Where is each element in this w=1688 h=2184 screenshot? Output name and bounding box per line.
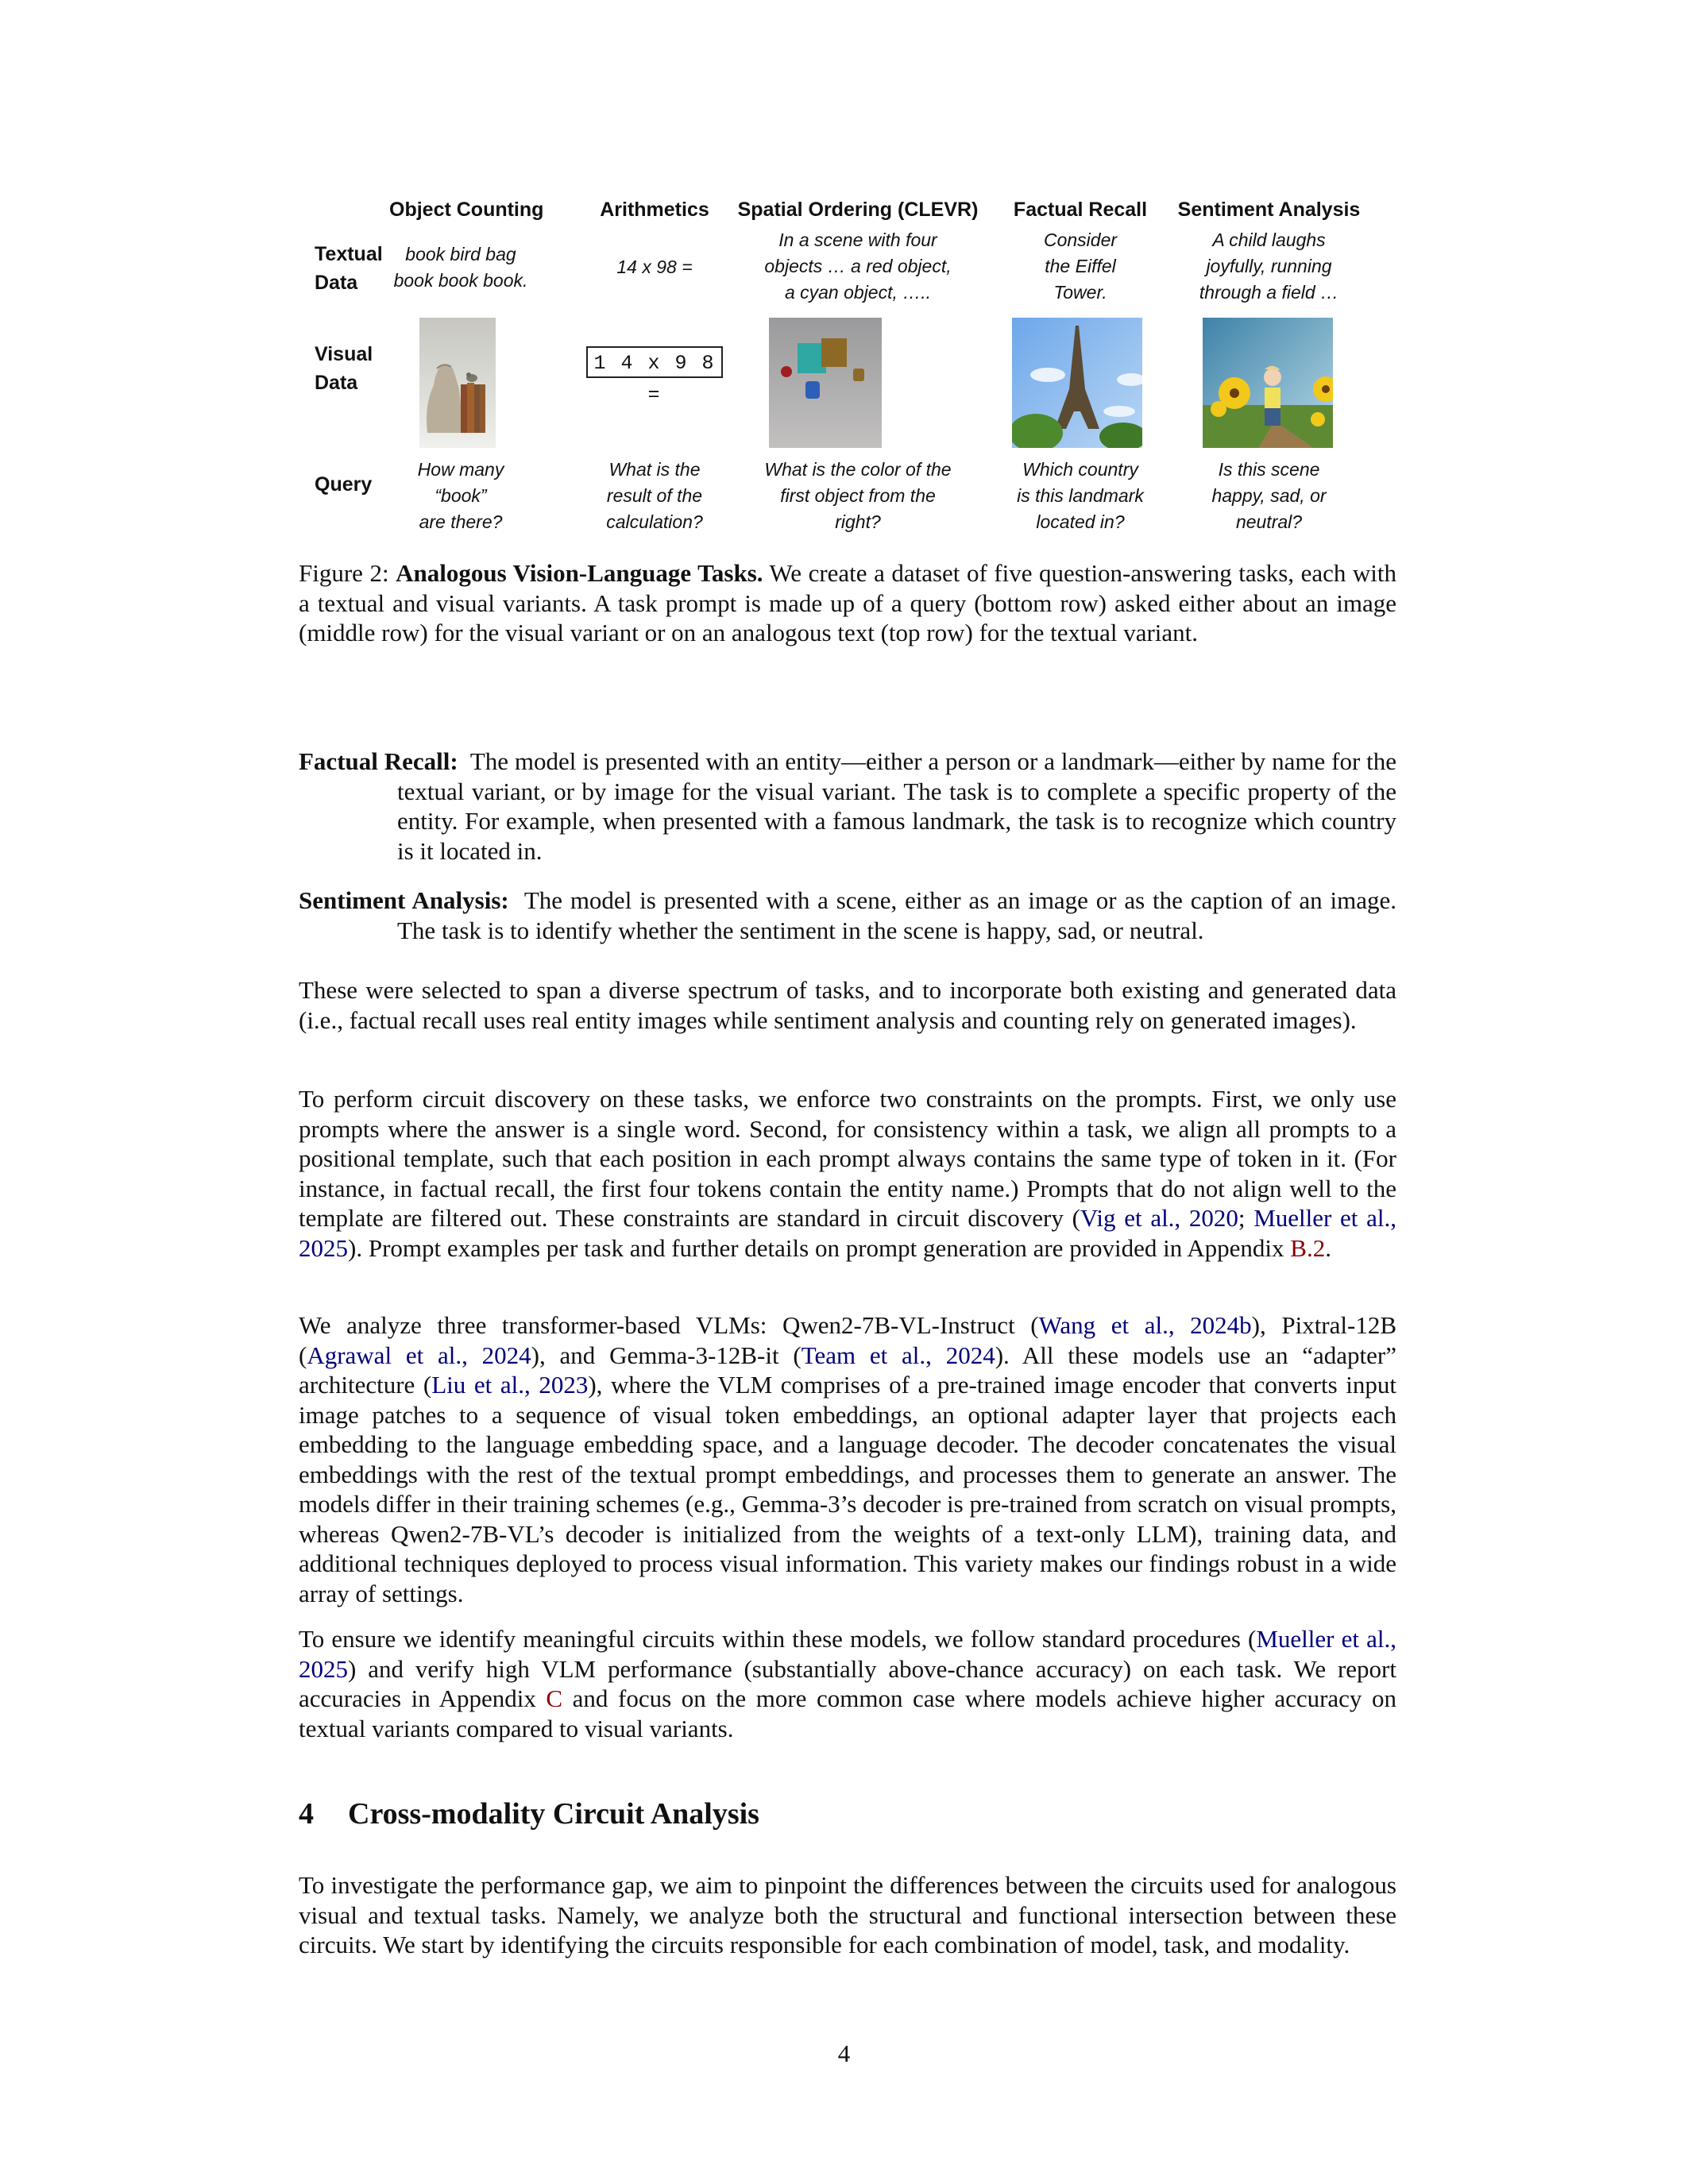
textual-object-counting: book bird bag book book book.: [393, 244, 528, 291]
row-label-visual-data: Visual Data: [315, 343, 373, 394]
task-description-sentiment-analysis: Sentiment Analysis: The model is presented with a scene, either as an image or as the caption of an image. The task is to identify whether the sentiment in the scene is happy, sad, or neutral.: [299, 886, 1396, 944]
page-number: 4: [837, 2039, 851, 2067]
citation-link[interactable]: Mueller et al., 2025: [299, 1204, 1396, 1262]
paragraph-verification: To ensure we identify meaningful circuits within these models, we follow standard procedures (Mueller et al., 2025) and verify high VLM performance (substantially above-chance accuracy) on each task. We report accuracies in Appendix C and focus on the more common case where models achieve higher accuracy on textual variants compared to visual variants.: [299, 1625, 1397, 1742]
row-label-textual-data: Textual Data: [315, 243, 383, 294]
query-sentiment-analysis: Is this scene happy, sad, or neutral?: [1211, 459, 1327, 532]
query-arithmetics: What is the result of the calculation?: [606, 459, 703, 532]
paragraph-models: We analyze three transformer-based VLMs: Qwen2-7B-VL-Instruct (Wang et al., 2024b), Pixtral-12B (Agrawal et al., 2024), and Gemma-3-12B-it (Team et al., 2024). All these models use an “adapter” architecture (Liu et al., 2023), where the VLM comprises of a pre-trained image encoder that converts input image patches to a sequence of visual token embeddings, an optional adapter layer that projects each embedding to the language embedding space, and a language decoder. The decoder concatenates the visual embeddings with the rest of the textual prompt embeddings, and processes them to generate an answer. The models differ in their training schemes (e.g., Gemma-3’s decoder is pre-trained from scratch on visual prompts, whereas Qwen2-7B-VL’s decoder is initialized from the weights of a text-only LLM), training data, and additional techniques deployed to process visual information. This variety makes our findings robust in a wide array of settings.: [299, 1311, 1396, 1607]
figure-caption: Figure 2: Analogous Vision-Language Tasks. We create a dataset of five question-answering tasks, each with a textual and visual variants. A task prompt is made up of a query (bottom row) asked either about an image (middle row) for the visual variant or on an analogous text (top row) for the textual variant.: [299, 559, 1396, 646]
eiffel-tower-image: [1012, 318, 1142, 448]
query-spatial-ordering: What is the color of the first object from the right?: [764, 459, 952, 532]
citation-link[interactable]: Wang et al., 2024b: [1038, 1311, 1252, 1339]
paragraph-constraints: To perform circuit discovery on these tasks, we enforce two constraints on the prompts. First, we only use prompts where the answer is a single word. Second, for consistency within a task, we align all prompts to a positional template, such that each position in each prompt always contains the same type of token in it. (For instance, in factual recall, the first four tokens contain the entity name.) Prompts that do not align well to the template are filtered out. These constraints are standard in circuit discovery (Vig et al., 2020; Mueller et al., 2025). Prompt examples per task and further details on prompt generation are provided in Appendix B.2.: [299, 1085, 1396, 1262]
column-header-arithmetics: Arithmetics: [600, 199, 709, 221]
textual-factual-recall: Consider the Eiffel Tower.: [1043, 230, 1118, 303]
child-sunflower-image: [1203, 318, 1333, 448]
query-object-counting: How many “book” are there?: [417, 459, 504, 532]
column-header-sentiment-analysis: Sentiment Analysis: [1177, 199, 1361, 221]
figure-2: [302, 199, 1414, 548]
textual-arithmetics: 14 x 98 =: [616, 257, 693, 277]
paragraph-section-intro: To investigate the performance gap, we aim to pinpoint the differences between the circuits used for analogous visual and textual tasks. Namely, we analyze both the structural and functional intersection between these circuits. We start by identifying the circuits responsible for each combination of model, task, and modality.: [299, 1871, 1396, 1958]
arithmetic-image-text: 1 4 x 9 8 =: [586, 346, 723, 378]
task-description-factual-recall: Factual Recall: The model is presented with an entity—either a person or a landmark—either by name for the textual variant, or by image for the visual variant. The task is to complete a specific property of the entity. For example, when presented with a famous landmark, the task is to recognize which country is it located in.: [299, 747, 1396, 865]
paragraph-task-selection: These were selected to span a diverse spectrum of tasks, and to incorporate both existing and generated data (i.e., factual recall uses real entity images while sentiment analysis and counting rely on generated images).: [299, 976, 1396, 1034]
query-factual-recall: Which country is this landmark located in?: [1017, 459, 1144, 532]
section-title: Cross-modality Circuit Analysis: [348, 1797, 759, 1831]
textual-spatial-ordering: In a scene with four objects … a red object, a cyan object, …..: [764, 230, 952, 303]
citation-link[interactable]: Liu et al., 2023: [431, 1371, 589, 1399]
column-header-factual-recall: Factual Recall: [1013, 199, 1148, 221]
appendix-link[interactable]: B.2: [1290, 1233, 1326, 1262]
column-header-spatial-ordering: Spatial Ordering (CLEVR): [737, 199, 979, 221]
bag-bird-books-image: [419, 318, 496, 448]
appendix-link[interactable]: C: [546, 1684, 563, 1712]
caption-title: Analogous Vision-Language Tasks.: [396, 559, 763, 587]
column-header-object-counting: Object Counting: [389, 199, 544, 221]
textual-sentiment-analysis: A child laughs joyfully, running through a field …: [1199, 230, 1339, 303]
clevr-scene-image: [769, 318, 882, 448]
citation-link[interactable]: Mueller et al., 2025: [299, 1625, 1396, 1683]
citation-link[interactable]: Vig et al., 2020: [1080, 1204, 1238, 1232]
row-label-query: Query: [315, 473, 373, 496]
citation-link[interactable]: Team et al., 2024: [801, 1341, 995, 1369]
section-heading: [299, 1796, 759, 1831]
section-number: 4: [299, 1797, 314, 1831]
citation-link[interactable]: Agrawal et al., 2024: [307, 1341, 531, 1369]
